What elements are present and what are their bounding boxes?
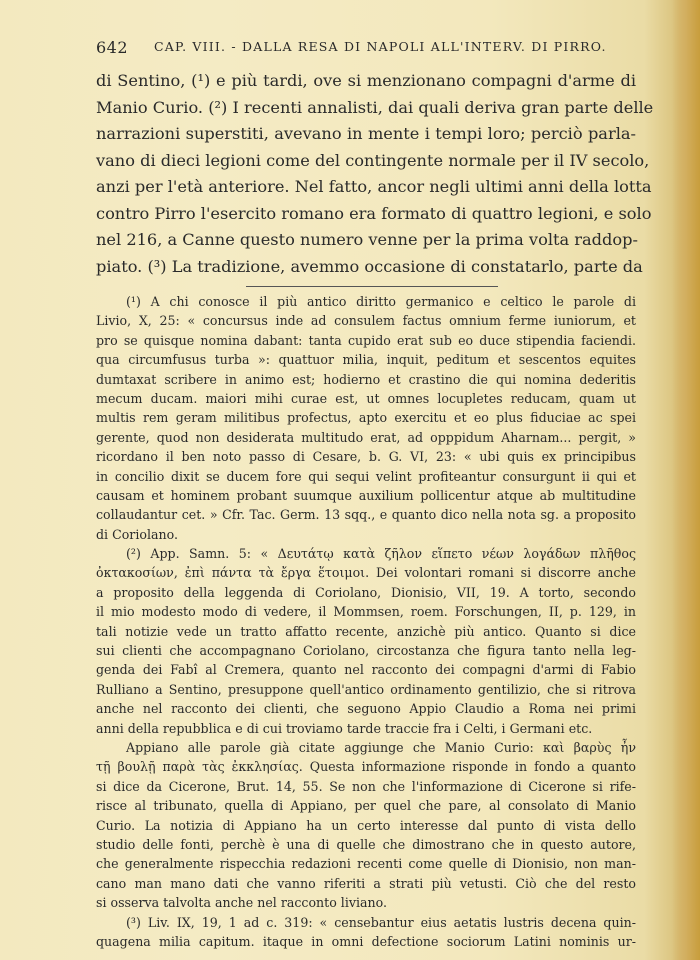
main-text-line: di Sentino, (¹) e più tardi, ove si menzionano compagni d'arme di [96, 71, 636, 90]
footnote-line: ὀκτακοσίων, ἐπὶ πάντα τὰ ἔργα ἕτοιμοι. Dei volontari romani si discorre anche [96, 565, 636, 581]
footnote-line: multis rem geram militibus profectus, apto exercitu et eo plus fiduciae ac spei [96, 410, 636, 426]
main-text-line: Manio Curio. (²) I recenti annalisti, dai quali deriva gran parte delle [96, 97, 654, 117]
footnote-line: il mio modesto modo di vedere, il Mommsen, roem. Forschungen, II, p. 129, in [96, 604, 636, 620]
footnote-line: in concilio dixit se ducem fore qui sequi velint profiteantur consurgunt ii qui et [96, 468, 636, 484]
footnote-line: Curio. La notizia di Appiano ha un certo interesse dal punto di vista dello [96, 817, 636, 833]
main-text-line: piato. (³) La tradizione, avemmo occasione di constatarlo, parte da [96, 256, 643, 276]
main-text-line: vano di dieci legioni come del contingente normale per il IV secolo, [96, 150, 650, 170]
footnote-line: quagena milia capitum. itaque in omni defectione sociorum Latini nominis ur- [96, 933, 636, 949]
footnote-line: tali notizie vede un tratto affatto recente, anzichè più antico. Quanto si dice [96, 623, 636, 639]
footnote-line: ricordano il ben noto passo di Cesare, b. G. VI, 23: « ubi quis ex principibus [96, 449, 636, 465]
footnote-line: causam et hominem probant suumque auxilium pollicentur atque ab multitudine [96, 487, 636, 503]
page-number: 642 [96, 38, 129, 57]
footnote-line: (¹) A chi conosce il più antico diritto germanico e celtico le parole di [126, 294, 636, 309]
main-text-line: nel 216, a Canne questo numero venne per la prima volta raddop- [96, 230, 638, 249]
footnote-line: si dice da Cicerone, Brut. 14, 55. Se non che l'informazione di Cicerone si rife- [96, 778, 636, 794]
footnote-line: Appiano alle parole già citate aggiunge che Manio Curio: καὶ βαρὺς ἦν [126, 739, 636, 755]
page-edge-shadow [672, 0, 700, 960]
footnote-line: gerente, quod non desiderata multitudo erat, ad opppidum Aharnam... pergit, » [96, 429, 636, 445]
page-header [96, 38, 636, 60]
footnote-rule [246, 286, 498, 287]
footnote-line: anni della repubblica e di cui troviamo tarde traccie fra i Celti, i Germani etc. [96, 720, 593, 736]
footnote-line: pro se quisque nomina dabant: tanta cupido erat sub eo duce stipendia faciendi. [96, 332, 636, 348]
main-text-line: anzi per l'età anteriore. Nel fatto, ancor negli ultimi anni della lotta [96, 177, 652, 196]
footnote-line: Rulliano a Sentino, presuppone quell'antico ordinamento gentilizio, che si ritrova [96, 681, 636, 697]
footnote-line: risce al tribunato, quella di Appiano, per quel che pare, al consolato di Manio [96, 798, 636, 814]
main-text [96, 68, 654, 280]
footnote-line: di Coriolano. [96, 526, 178, 542]
running-title: CAP. VIII. - DALLA RESA DI NAPOLI ALL'INTERV. DI PIRRO. [154, 39, 607, 54]
footnote-line: qua circumfusus turba »: quattuor milia, inquit, peditum et sescentos equites [96, 352, 636, 368]
footnote-line: dumtaxat scribere in animo est; hodierno et crastino die qui nomina dederitis [96, 371, 636, 387]
footnote-line: genda dei Fabî al Cremera, quanto nel racconto dei compagni d'armi di Fabio [96, 662, 636, 678]
footnote-line: cano man mano dati che vanno riferiti a strati più vetusti. Ciò che del resto [96, 875, 636, 891]
footnote-line: Livio, X, 25: « concursus inde ad consulem factus omnium ferme iuniorum, et [96, 313, 636, 329]
main-text-line: narrazioni superstiti, avevano in mente i tempi loro; perciò parla- [96, 124, 636, 143]
footnote-line: (³) Liv. IX, 19, 1 ad c. 319: « censebantur eius aetatis lustris decena quin- [126, 914, 636, 930]
footnote-line: anche nel racconto dei clienti, che seguono Appio Claudio a Roma nei primi [96, 701, 636, 717]
footnote-line: a proposito della leggenda di Coriolano, Dionisio, VII, 19. A torto, secondo [96, 584, 636, 600]
footnote-line: si osserva talvolta anche nel racconto liviano. [96, 895, 387, 911]
footnote-line: collaudantur cet. » Cfr. Tac. Germ. 13 sqq., e quanto dico nella nota sg. a proposito [96, 507, 636, 523]
footnote-line: studio delle fonti, perchè è una di quelle che dimostrano che in questo autore, [96, 836, 636, 852]
footnote-line: (²) App. Samn. 5: « Δευτάτῳ κατὰ ζῆλον εἵπετο νέων λογάδων πλῆθος [126, 546, 636, 562]
footnote-line: sui clienti che accompagnano Coriolano, circostanza che figura tanto nella leg- [96, 643, 636, 659]
footnote-line: τῇ βουλῇ παρὰ τὰς ἐκκλησίας. Questa informazione risponde in fondo a quanto [96, 759, 636, 775]
footnote-line: che generalmente rispecchia redazioni recenti come quelle di Dionisio, non man- [96, 856, 636, 872]
footnote-line: mecum ducam. maiori mihi curae est, ut omnes locupletes reducam, quam ut [96, 390, 636, 406]
footnotes [96, 292, 636, 951]
main-text-line: contro Pirro l'esercito romano era formato di quattro legioni, e solo [96, 203, 652, 223]
